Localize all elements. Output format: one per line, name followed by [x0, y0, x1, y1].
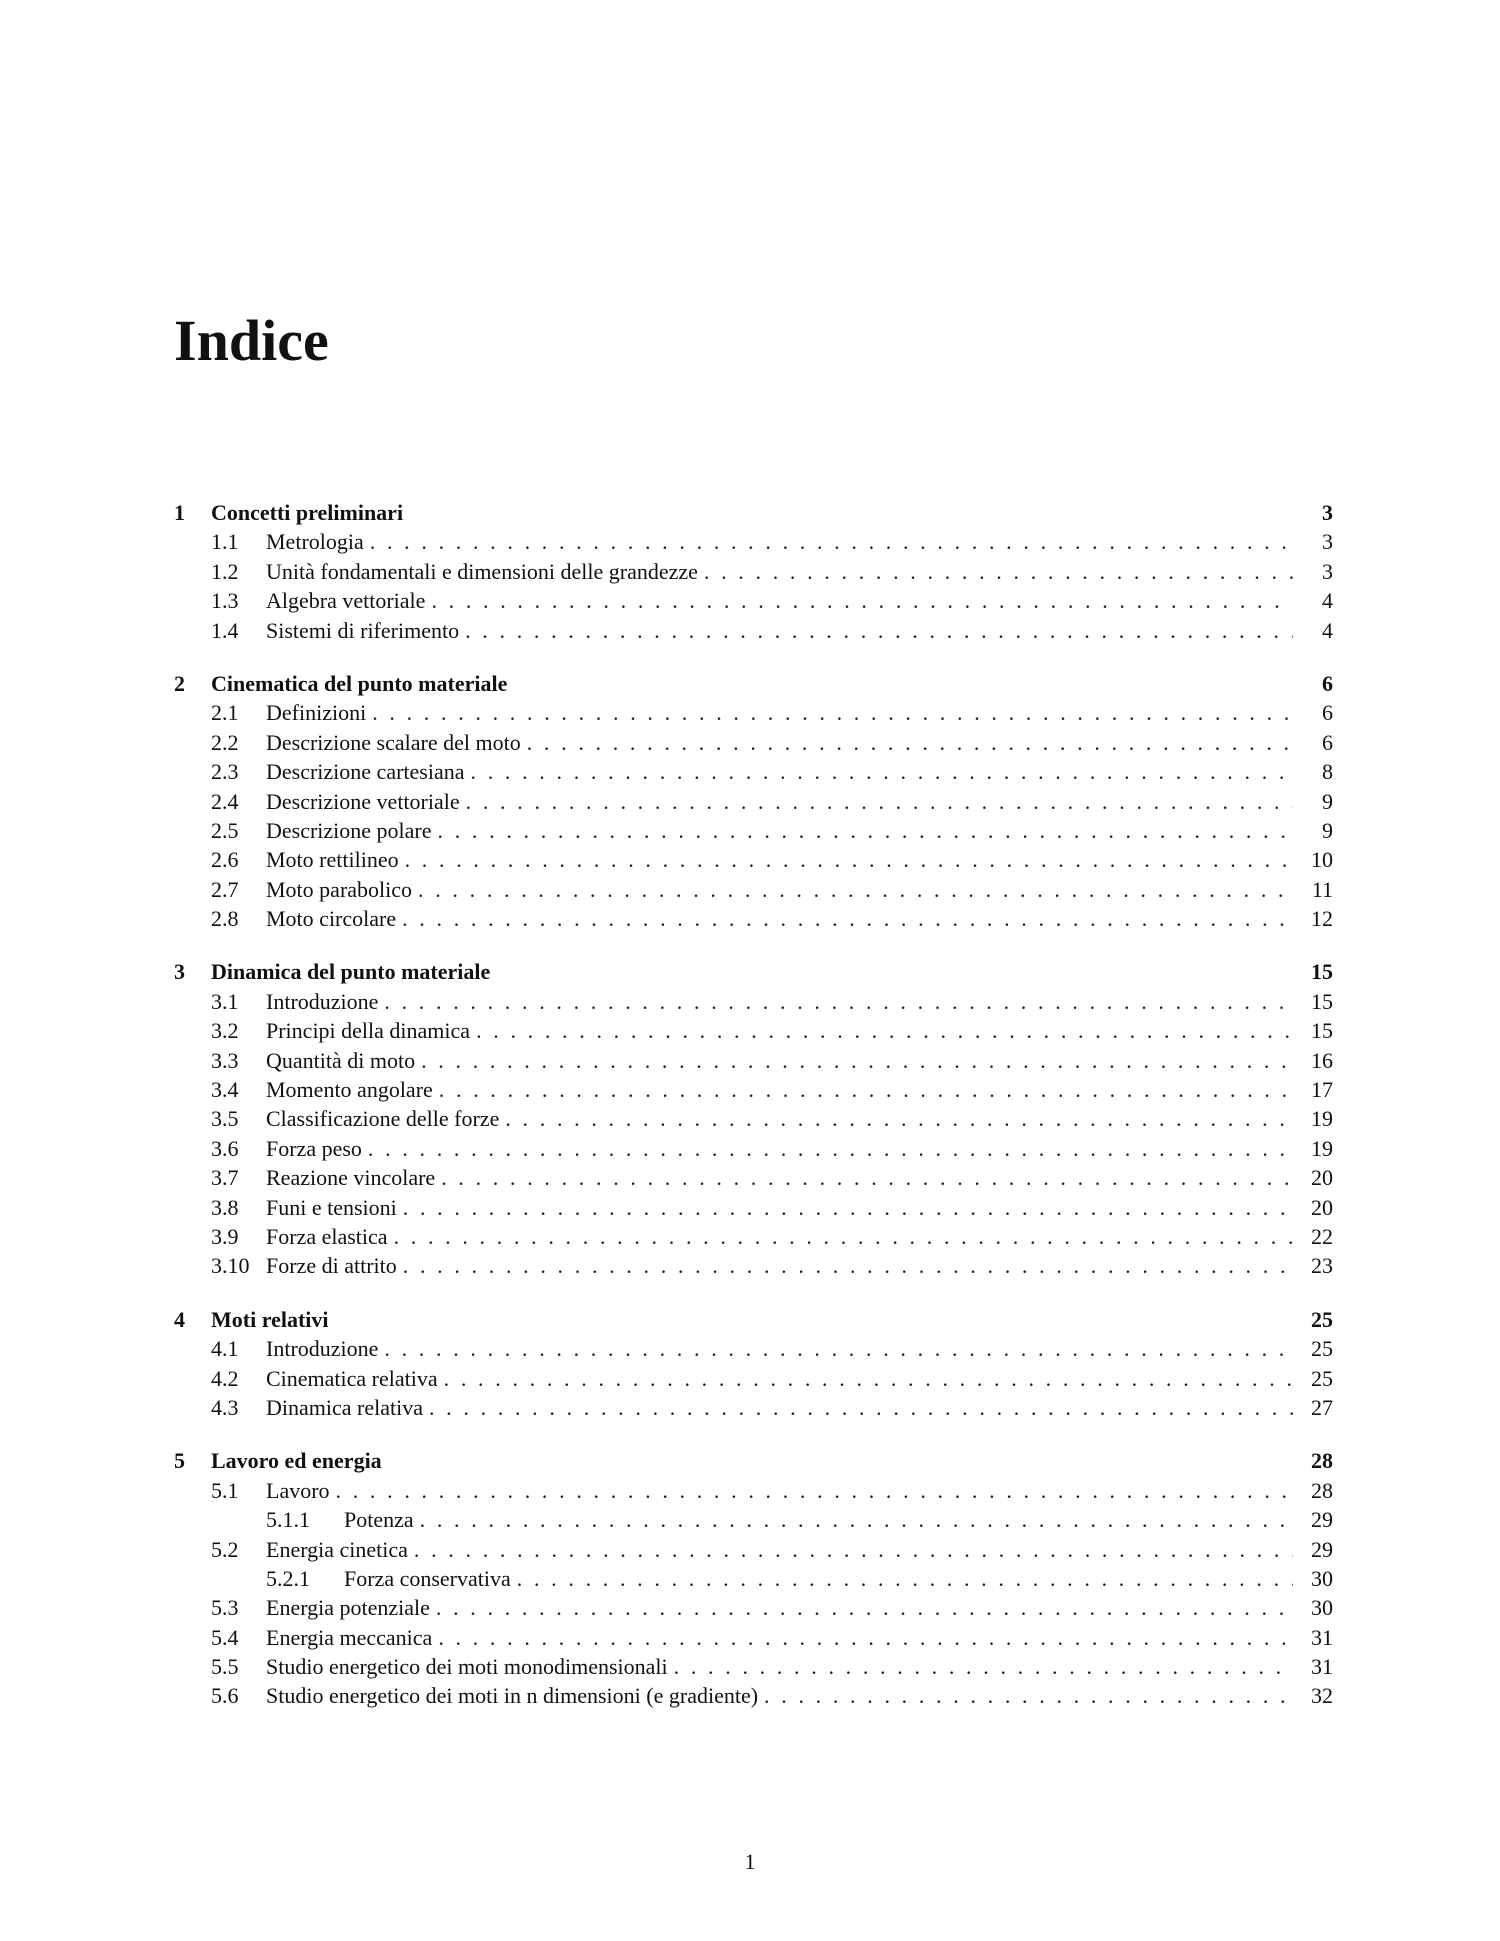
- entry-page: 20: [1311, 1165, 1333, 1191]
- entry-title: Energia potenziale: [266, 1595, 430, 1621]
- chapter-title: Moti relativi: [211, 1306, 329, 1332]
- table-of-contents: [174, 498, 1333, 1735]
- entry-number: 1.3: [211, 588, 239, 614]
- toc-section-entry[interactable]: [174, 1104, 1333, 1133]
- toc-section-entry[interactable]: [174, 816, 1333, 845]
- entry-page: 25: [1311, 1365, 1333, 1391]
- dot-leader: [441, 1163, 1293, 1192]
- entry-number: 2.5: [211, 817, 239, 843]
- entry-page: 11: [1311, 876, 1333, 902]
- entry-number: 5.4: [211, 1624, 239, 1650]
- entry-page: 16: [1311, 1047, 1333, 1073]
- dot-leader: [439, 1075, 1293, 1104]
- toc-section-entry[interactable]: [174, 845, 1333, 874]
- dot-leader: [418, 875, 1293, 904]
- toc-chapter-entry[interactable]: [174, 1305, 1333, 1334]
- entry-title: Cinematica relativa: [266, 1365, 438, 1391]
- entry-page: 3: [1322, 558, 1333, 584]
- entry-number: 2.3: [211, 759, 239, 785]
- entry-page: 9: [1322, 788, 1333, 814]
- dot-leader: [438, 1623, 1293, 1652]
- entry-title: Introduzione: [266, 988, 379, 1014]
- entry-number: 3.3: [211, 1047, 239, 1073]
- dot-leader: [370, 527, 1293, 556]
- toc-section-entry[interactable]: [174, 875, 1333, 904]
- dot-leader: [505, 1104, 1293, 1133]
- entry-title: Studio energetico dei moti in n dimensioni (e gradiente): [266, 1683, 759, 1709]
- entry-page: 25: [1311, 1336, 1333, 1362]
- toc-chapter: [174, 957, 1333, 1280]
- entry-page: 12: [1311, 906, 1333, 932]
- entry-title: Forze di attrito: [266, 1253, 397, 1279]
- toc-chapter-entry[interactable]: [174, 498, 1333, 527]
- toc-section-entry[interactable]: [174, 728, 1333, 757]
- entry-number: 2.7: [211, 876, 239, 902]
- entry-title: Metrologia: [266, 529, 364, 555]
- toc-chapter: [174, 1446, 1333, 1711]
- dot-leader: [444, 1364, 1293, 1393]
- chapter-title: Lavoro ed energia: [211, 1448, 382, 1474]
- entry-page: 29: [1311, 1507, 1333, 1533]
- entry-number: 1.2: [211, 558, 239, 584]
- entry-number: 3.8: [211, 1194, 239, 1220]
- entry-title: Descrizione vettoriale: [266, 788, 460, 814]
- entry-page: 15: [1311, 1018, 1333, 1044]
- entry-number: 3.6: [211, 1135, 239, 1161]
- dot-leader: [414, 1535, 1293, 1564]
- entry-number: 4.2: [211, 1365, 239, 1391]
- entry-page: 3: [1322, 529, 1333, 555]
- entry-title: Momento angolare: [266, 1077, 433, 1103]
- dot-leader: [431, 586, 1293, 615]
- dot-leader: [466, 787, 1293, 816]
- dot-leader: [420, 1505, 1293, 1534]
- toc-chapter: [174, 1305, 1333, 1423]
- chapter-number: 1: [174, 500, 185, 525]
- entry-number: 3.9: [211, 1223, 239, 1249]
- toc-section-entry[interactable]: [174, 557, 1333, 586]
- chapter-page: 25: [1311, 1306, 1333, 1332]
- chapter-title: Concetti preliminari: [211, 500, 404, 525]
- entry-page: 29: [1311, 1536, 1333, 1562]
- entry-page: 31: [1311, 1624, 1333, 1650]
- chapter-number: 2: [174, 670, 185, 696]
- dot-leader: [384, 1334, 1293, 1363]
- chapter-page: 3: [1322, 500, 1333, 525]
- toc-chapter-entry[interactable]: [174, 957, 1333, 986]
- entry-number: 5.2: [211, 1536, 239, 1562]
- entry-title: Descrizione polare: [266, 817, 432, 843]
- toc-section-entry[interactable]: [174, 698, 1333, 727]
- toc-section-entry[interactable]: [174, 904, 1333, 933]
- toc-section-entry[interactable]: [174, 1193, 1333, 1222]
- entry-number: 5.1.1: [266, 1507, 310, 1533]
- chapter-number: 3: [174, 959, 185, 985]
- dot-leader: [471, 757, 1294, 786]
- dot-leader: [402, 904, 1293, 933]
- entry-title: Principi della dinamica: [266, 1018, 471, 1044]
- toc-section-entry[interactable]: [174, 1251, 1333, 1280]
- dot-leader: [764, 1681, 1293, 1710]
- dot-leader: [372, 698, 1293, 727]
- dot-leader: [438, 816, 1293, 845]
- entry-page: 22: [1311, 1223, 1333, 1249]
- entry-number: 3.7: [211, 1165, 239, 1191]
- chapter-number: 5: [174, 1448, 185, 1474]
- entry-title: Forza conservativa: [344, 1565, 511, 1591]
- entry-number: 3.4: [211, 1077, 239, 1103]
- entry-number: 2.6: [211, 847, 239, 873]
- entry-title: Energia meccanica: [266, 1624, 433, 1650]
- toc-section-entry[interactable]: [174, 1334, 1333, 1363]
- toc-subsection-entry[interactable]: [174, 1564, 1333, 1593]
- entry-number: 5.2.1: [266, 1565, 310, 1591]
- entry-page: 10: [1311, 847, 1333, 873]
- dot-leader: [517, 1564, 1293, 1593]
- entry-number: 3.1: [211, 988, 239, 1014]
- entry-title: Sistemi di riferimento: [266, 617, 460, 643]
- toc-chapter-entry[interactable]: [174, 1446, 1333, 1475]
- entry-title: Algebra vettoriale: [266, 588, 426, 614]
- entry-title: Forza peso: [266, 1135, 362, 1161]
- toc-section-entry[interactable]: [174, 1364, 1333, 1393]
- entry-page: 6: [1322, 700, 1333, 726]
- entry-page: 30: [1311, 1595, 1333, 1621]
- toc-chapter: [174, 498, 1333, 645]
- entry-title: Forza elastica: [266, 1223, 388, 1249]
- toc-section-entry[interactable]: [174, 1681, 1333, 1710]
- entry-title: Energia cinetica: [266, 1536, 408, 1562]
- dot-leader: [384, 987, 1293, 1016]
- entry-page: 19: [1311, 1135, 1333, 1161]
- entry-title: Reazione vincolare: [266, 1165, 436, 1191]
- toc-section-entry[interactable]: [174, 1016, 1333, 1045]
- entry-page: 27: [1311, 1394, 1333, 1420]
- entry-title: Quantità di moto: [266, 1047, 416, 1073]
- toc-section-entry[interactable]: [174, 1163, 1333, 1192]
- dot-leader: [421, 1046, 1293, 1075]
- entry-title: Lavoro: [266, 1477, 330, 1503]
- toc-section-entry[interactable]: [174, 987, 1333, 1016]
- toc-section-entry[interactable]: [174, 1046, 1333, 1075]
- entry-number: 2.8: [211, 906, 239, 932]
- entry-number: 5.5: [211, 1654, 239, 1680]
- entry-title: Moto parabolico: [266, 876, 413, 902]
- entry-title: Unità fondamentali e dimensioni delle grandezze: [266, 558, 698, 584]
- toc-section-entry[interactable]: [174, 527, 1333, 556]
- toc-chapter: [174, 669, 1333, 934]
- entry-number: 4.1: [211, 1336, 239, 1362]
- entry-title: Funi e tensioni: [266, 1194, 397, 1220]
- dot-leader: [674, 1652, 1293, 1681]
- entry-number: 5.3: [211, 1595, 239, 1621]
- entry-page: 4: [1322, 588, 1333, 614]
- entry-number: 1.1: [211, 529, 239, 555]
- chapter-page: 15: [1311, 959, 1333, 985]
- toc-section-entry[interactable]: [174, 616, 1333, 645]
- toc-section-entry[interactable]: [174, 1535, 1333, 1564]
- entry-title: Classificazione delle forze: [266, 1106, 500, 1132]
- entry-number: 1.4: [211, 617, 239, 643]
- dot-leader: [403, 1193, 1293, 1222]
- chapter-number: 4: [174, 1306, 185, 1332]
- toc-chapter-entry[interactable]: [174, 669, 1333, 698]
- dot-leader: [429, 1393, 1293, 1422]
- toc-section-entry[interactable]: [174, 1623, 1333, 1652]
- chapter-title: Cinematica del punto materiale: [211, 670, 508, 696]
- entry-page: 30: [1311, 1565, 1333, 1591]
- toc-subsection-entry[interactable]: [174, 1505, 1333, 1534]
- page-number: 1: [744, 1849, 756, 1874]
- entry-number: 2.1: [211, 700, 239, 726]
- entry-number: 2.2: [211, 729, 239, 755]
- dot-leader: [527, 728, 1293, 757]
- entry-title: Moto circolare: [266, 906, 397, 932]
- entry-page: 15: [1311, 988, 1333, 1014]
- dot-leader: [436, 1593, 1293, 1622]
- chapter-page: 28: [1311, 1448, 1333, 1474]
- toc-section-entry[interactable]: [174, 787, 1333, 816]
- entry-page: 32: [1311, 1683, 1333, 1709]
- toc-section-entry[interactable]: [174, 1652, 1333, 1681]
- entry-page: 23: [1311, 1253, 1333, 1279]
- toc-section-entry[interactable]: [174, 757, 1333, 786]
- dot-leader: [405, 845, 1293, 874]
- entry-page: 6: [1322, 729, 1333, 755]
- toc-section-entry[interactable]: [174, 1134, 1333, 1163]
- entry-page: 8: [1322, 759, 1333, 785]
- entry-number: 3.2: [211, 1018, 239, 1044]
- entry-page: 19: [1311, 1106, 1333, 1132]
- chapter-title: Dinamica del punto materiale: [211, 959, 491, 985]
- entry-number: 2.4: [211, 788, 239, 814]
- entry-number: 4.3: [211, 1394, 239, 1420]
- dot-leader: [368, 1134, 1293, 1163]
- entry-title: Definizioni: [266, 700, 367, 726]
- toc-section-entry[interactable]: [174, 1222, 1333, 1251]
- entry-title: Moto rettilineo: [266, 847, 399, 873]
- entry-number: 5.1: [211, 1477, 239, 1503]
- toc-section-entry[interactable]: [174, 1393, 1333, 1422]
- entry-page: 28: [1311, 1477, 1333, 1503]
- entry-title: Introduzione: [266, 1336, 379, 1362]
- entry-number: 3.5: [211, 1106, 239, 1132]
- dot-leader: [394, 1222, 1293, 1251]
- entry-page: 17: [1311, 1077, 1333, 1103]
- toc-section-entry[interactable]: [174, 1593, 1333, 1622]
- dot-leader: [336, 1476, 1293, 1505]
- entry-title: Descrizione scalare del moto: [266, 729, 521, 755]
- dot-leader: [704, 557, 1293, 586]
- entry-title: Potenza: [344, 1507, 414, 1533]
- entry-page: 20: [1311, 1194, 1333, 1220]
- entry-title: Dinamica relativa: [266, 1394, 423, 1420]
- entry-page: 31: [1311, 1654, 1333, 1680]
- entry-page: 9: [1322, 817, 1333, 843]
- dot-leader: [403, 1251, 1293, 1280]
- entry-number: 5.6: [211, 1683, 239, 1709]
- toc-section-entry[interactable]: [174, 1476, 1333, 1505]
- toc-section-entry[interactable]: [174, 586, 1333, 615]
- entry-number: 3.10: [211, 1253, 250, 1279]
- entry-title: Studio energetico dei moti monodimensionali: [266, 1654, 668, 1680]
- entry-page: 4: [1322, 617, 1333, 643]
- dot-leader: [465, 616, 1293, 645]
- dot-leader: [476, 1016, 1293, 1045]
- chapter-page: 6: [1322, 670, 1333, 696]
- entry-title: Descrizione cartesiana: [266, 759, 465, 785]
- toc-section-entry[interactable]: [174, 1075, 1333, 1104]
- page-title: Indice: [174, 308, 329, 373]
